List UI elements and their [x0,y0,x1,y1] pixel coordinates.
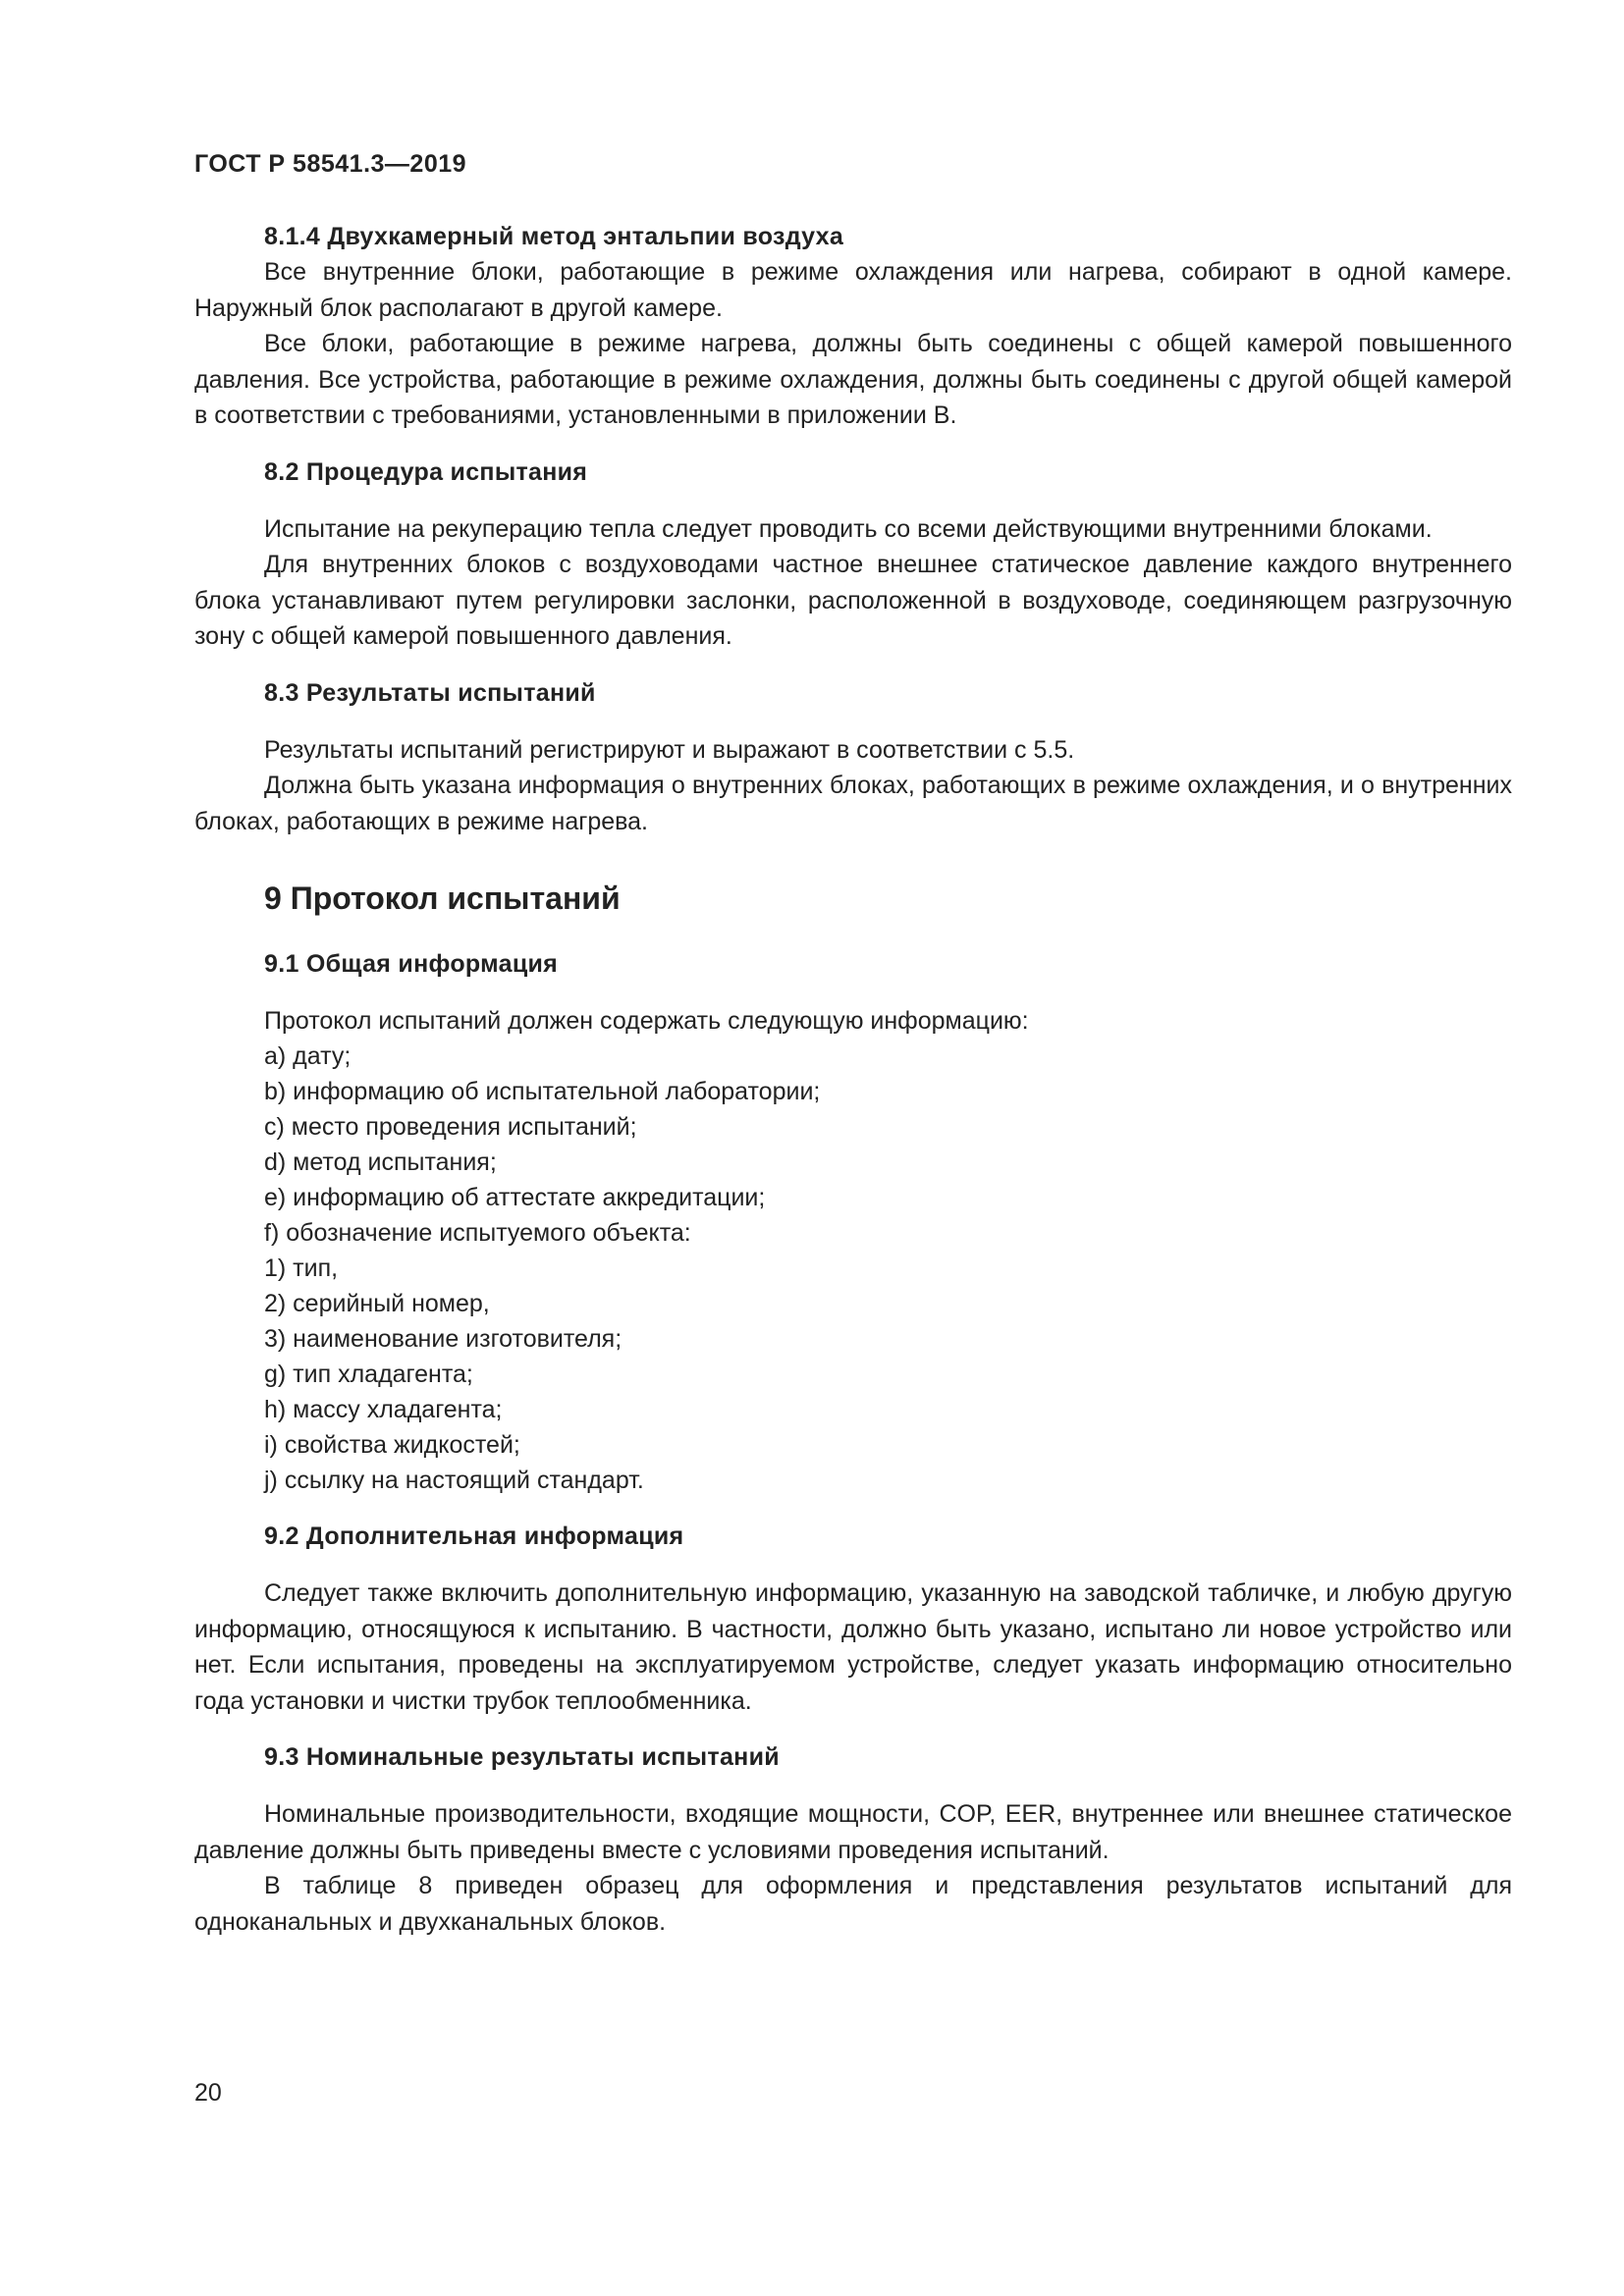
list-item: 3) наименование изготовителя; [264,1325,623,1353]
section-title: 9.3 Номинальные результаты испытаний [264,1743,780,1771]
section-title: 8.3 Результаты испытаний [264,678,596,707]
list-item: h) массу хладагента; [264,1396,503,1423]
paragraph: Все внутренние блоки, работающие в режиме охлаждения или нагрева, собирают в одной камере. Наружный блок располагают в другой камере. [194,258,1512,322]
list-item: c) место проведения испытаний; [264,1113,637,1141]
list-item: f) обозначение испытуемого объекта: [264,1219,691,1247]
section-9-3 [194,1740,1512,1940]
list-item: 1) тип, [264,1255,339,1282]
list-item: a) дату; [264,1042,352,1070]
chapter-title: 9 Протокол испытаний [264,881,621,916]
list-item: 2) серийный номер, [264,1290,490,1317]
info-list [194,1039,1512,1498]
section-title: 8.1.4 Двухкамерный метод энтальпии воздуха [264,223,844,250]
section-title: 8.2 Процедура испытания [264,457,588,486]
paragraph: Номинальные производительности, входящие мощности, COP, EER, внутреннее или внешнее статическое давление должны быть приведены вместе с условиями проведения испытаний. [194,1800,1512,1864]
paragraph: Должна быть указана информация о внутренних блоках, работающих в режиме охлаждения, и о внутренних блоках, работающих в режиме нагрева. [194,772,1512,835]
document-code: ГОСТ Р 58541.3—2019 [194,150,467,178]
section-9-1 [194,947,1512,1498]
list-intro: Протокол испытаний должен содержать следующую информацию: [264,1007,1029,1035]
section-8-3 [194,676,1512,840]
paragraph: Все блоки, работающие в режиме нагрева, должны быть соединены с общей камерой повышенного давления. Все устройства, работающие в режиме охлаждения, должны быть соединены с другой общей камерой в соответствии с требованиями, установленными в приложении В. [194,330,1512,429]
list-item: j) ссылку на настоящий стандарт. [264,1467,644,1494]
section-8-2 [194,455,1512,655]
list-item: d) метод испытания; [264,1148,497,1176]
list-item: b) информацию об испытательной лаборатории; [264,1078,821,1105]
paragraph: Результаты испытаний регистрируют и выражают в соответствии с 5.5. [264,735,1075,764]
list-item: e) информацию об аттестате аккредитации; [264,1184,766,1211]
paragraph: Следует также включить дополнительную информацию, указанную на заводской табличке, и любую другую информацию, относящуюся к испытанию. В частности, должно быть указано, испытано ли новое устройство или нет. Если испытания, проведены на эксплуатируемом устройстве, следует указать информацию относительно года установки и чистки трубок теплообменника. [194,1579,1512,1715]
section-title: 9.1 Общая информация [264,950,559,978]
section-9-2 [194,1520,1512,1719]
list-item: i) свойства жидкостей; [264,1431,520,1459]
section-title: 9.2 Дополнительная информация [264,1522,684,1550]
paragraph: В таблице 8 приведен образец для оформления и представления результатов испытаний для одноканальных и двухканальных блоков. [194,1872,1512,1936]
paragraph: Испытание на рекуперацию тепла следует проводить со всеми действующими внутренними блоками. [264,514,1433,543]
page-body [194,220,1512,1940]
list-item: g) тип хладагента; [264,1361,473,1388]
page-number: 20 [194,2079,222,2107]
section-8-1-4 [194,220,1512,434]
paragraph: Для внутренних блоков с воздуховодами частное внешнее статическое давление каждого внутреннего блока устанавливают путем регулировки заслонки, расположенной в воздуховоде, соединяющем разгрузочную зону с общей камерой повышенного давления. [194,551,1512,650]
